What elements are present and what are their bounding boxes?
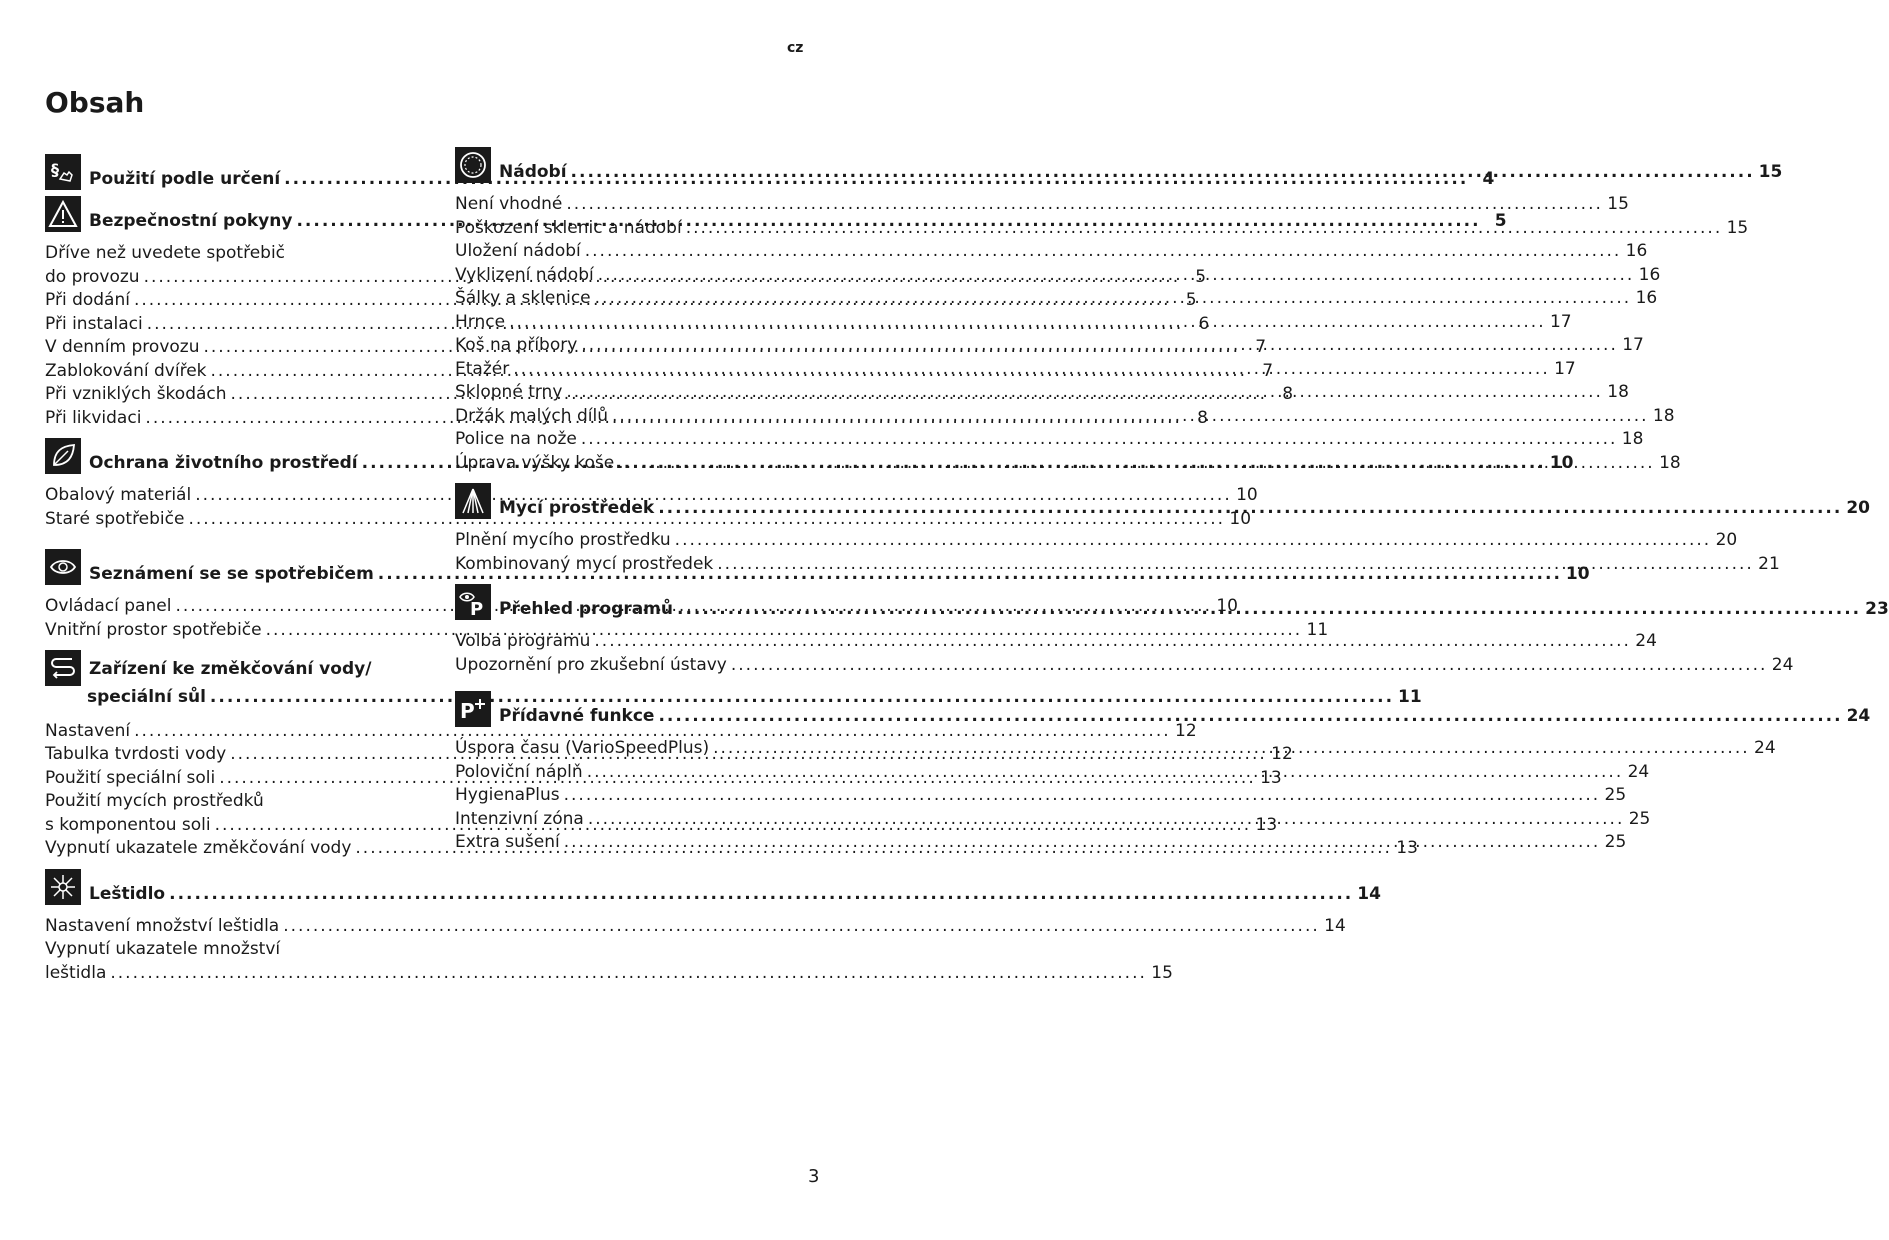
toc-item[interactable]: Zablokování dvířek ..... 7 <box>45 360 427 384</box>
toc-item[interactable]: Vypnutí ukazatele změkčování vody ..... 13 <box>45 837 427 861</box>
toc-item[interactable]: Vnitřní prostor spotřebiče ..... 11 <box>45 619 427 643</box>
toc-item[interactable]: Při instalaci ..... 6 <box>45 313 427 337</box>
section-title: Bezpečnostní pokyny <box>89 211 293 231</box>
p-plus-icon <box>455 691 491 727</box>
section-page: 14 <box>1357 883 1381 904</box>
toc-item[interactable]: Poškození sklenic a nádobí ..... 15 <box>455 217 800 241</box>
language-code: cz <box>787 40 804 56</box>
toc-item[interactable]: Tabulka tvrdosti vody ..... 12 <box>45 743 427 767</box>
toc-item[interactable]: Není vhodné ..... 15 <box>455 193 800 217</box>
section-title: Použití podle určení <box>89 169 281 189</box>
section-page: 24 <box>1846 706 1871 726</box>
toc-item[interactable]: Šálky a sklenice ..... 16 <box>455 287 800 311</box>
toc-item[interactable]: Použití speciální soli ..... 13 <box>45 767 427 791</box>
section-title: Mycí prostředek <box>499 498 655 518</box>
toc-item[interactable]: Police na nože ..... 18 <box>455 428 800 452</box>
section-title: Nádobí <box>499 162 567 182</box>
section-page: 11 <box>1398 687 1422 707</box>
toc-item[interactable]: Nastavení množství leštidla ..... 14 <box>45 915 427 939</box>
toc-item-label-line: Vypnutí ukazatele množství <box>45 939 281 959</box>
eye-icon <box>45 549 81 585</box>
toc-item[interactable]: do provozu ..... 5 <box>45 266 427 290</box>
svg-text:P: P <box>460 699 475 723</box>
rinse-aid-sparkle-icon <box>45 869 81 905</box>
detergent-spray-icon <box>455 483 491 519</box>
toc-item[interactable]: Úspora času (VarioSpeedPlus) ..... 24 <box>455 737 800 761</box>
toc-item[interactable]: Poloviční náplň ..... 24 <box>455 761 800 785</box>
page-number: 3 <box>808 1166 820 1187</box>
section-page: 23 <box>1865 599 1889 619</box>
toc-item[interactable]: Při likvidaci ..... 8 <box>45 407 427 431</box>
toc-section-water-softener-cont <box>87 686 1422 710</box>
plate-icon <box>455 147 491 183</box>
toc-item[interactable]: Kombinovaný mycí prostředek ..... 21 <box>455 553 800 577</box>
toc-item-label-line: Použití mycích prostředků <box>45 791 264 811</box>
toc-item[interactable]: V denním provozu ..... 7 <box>45 336 427 360</box>
leaf-icon <box>45 438 81 474</box>
toc-item[interactable]: Etažér ..... 17 <box>455 358 800 382</box>
toc-item[interactable]: Upozornění pro zkušební ústavy ..... 24 <box>455 654 800 678</box>
section-title: speciální sůl <box>87 687 206 707</box>
toc-item[interactable]: Úprava výšky koše ..... 18 <box>455 452 800 476</box>
toc-section-water-softener[interactable] <box>45 650 427 686</box>
toc-item[interactable]: Uložení nádobí ..... 16 <box>455 240 800 264</box>
section-title: Přehled programů <box>499 599 673 619</box>
svg-text:§: § <box>51 160 59 179</box>
toc-item[interactable]: Plnění mycího prostředku ..... 20 <box>455 529 800 553</box>
page-title: Obsah <box>45 86 145 119</box>
section-page: 15 <box>1758 162 1783 182</box>
toc-item-label-line: Dříve než uvedete spotřebič <box>45 243 286 263</box>
toc-item[interactable]: Při dodání ..... 5 <box>45 289 427 313</box>
toc-items-rinse-aid <box>45 915 1346 986</box>
toc-item[interactable]: Držák malých dílů ..... 18 <box>455 405 800 429</box>
toc-items-programmes <box>455 630 1794 677</box>
section-page: 20 <box>1846 498 1871 518</box>
warning-triangle-icon <box>45 196 81 232</box>
section-title: Seznámení se se spotřebičem <box>89 564 374 584</box>
section-page: 4 <box>1482 169 1495 189</box>
toc-item[interactable]: HygienaPlus ..... 25 <box>455 784 800 808</box>
toc-section-dishes[interactable] <box>455 147 1783 183</box>
section-page: 10 <box>1565 564 1590 584</box>
toc-item[interactable]: Sklopné trny ..... 18 <box>455 381 800 405</box>
toc-item[interactable]: Hrnce ..... 17 <box>455 311 800 335</box>
toc-item[interactable]: s komponentou soli ..... 13 <box>45 814 427 838</box>
section-title: Leštidlo <box>89 883 166 904</box>
paragraph-hand-icon <box>45 154 81 190</box>
section-title: Přídavné funkce <box>499 706 655 726</box>
section-page: 5 <box>1494 211 1507 231</box>
toc-item[interactable]: Nastavení ..... 12 <box>45 720 427 744</box>
toc-item[interactable]: Staré spotřebiče ..... 10 <box>45 508 427 532</box>
toc-item[interactable]: Při vzniklých škodách ..... 8 <box>45 383 427 407</box>
toc-item[interactable]: Vyklizení nádobí ..... 16 <box>455 264 800 288</box>
toc-item[interactable]: Extra sušení ..... 25 <box>455 831 800 855</box>
toc-item[interactable]: Obalový materiál ..... 10 <box>45 484 427 508</box>
toc-item[interactable]: Intenzivní zóna ..... 25 <box>455 808 800 832</box>
section-page: 10 <box>1549 453 1574 473</box>
water-softener-icon <box>45 650 81 686</box>
eye-p-programmes-icon <box>455 584 491 620</box>
toc-item[interactable]: Koš na příbory ..... 17 <box>455 334 800 358</box>
toc-item[interactable]: Ovládací panel ..... 10 <box>45 595 427 619</box>
toc-item[interactable]: Volba programu ..... 24 <box>455 630 800 654</box>
toc-item[interactable]: leštidla ..... 15 <box>45 962 427 986</box>
toc-section-rinse-aid[interactable] <box>45 869 1381 905</box>
section-title: Ochrana životního prostředí <box>89 453 358 473</box>
section-title-line: Zařízení ke změkčování vody/ <box>89 659 372 679</box>
svg-text:P: P <box>470 599 484 620</box>
